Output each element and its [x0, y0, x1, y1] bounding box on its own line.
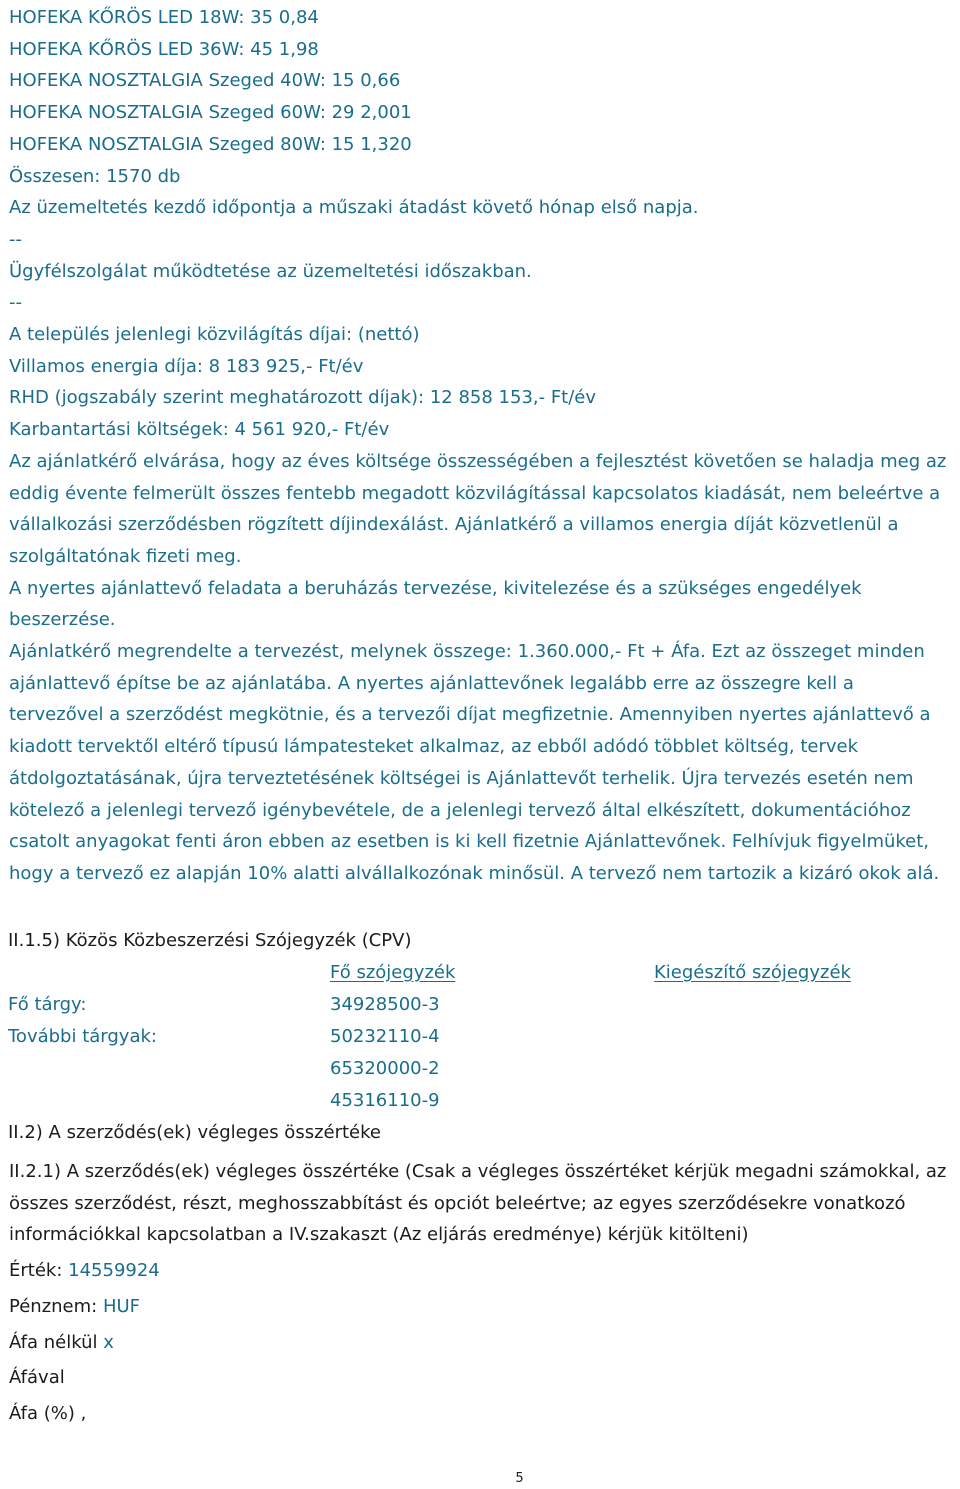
intro-line: HOFEKA NOSZTALGIA Szeged 80W: 15 1,320: [9, 133, 412, 155]
value-amount: 14559924: [68, 1260, 160, 1282]
with-vat-label: Áfával: [9, 1367, 65, 1389]
energy-fee: Villamos energia díja: 8 183 925,- Ft/év: [9, 355, 364, 377]
intro-line: HOFEKA KŐRÖS LED 18W: 35 0,84: [9, 7, 319, 28]
description-block: [9, 2, 954, 890]
other-subjects-label: További tárgyak:: [8, 1026, 157, 1047]
separator: --: [9, 228, 22, 250]
section-heading: II.2) A szerződés(ek) végleges összértéke: [8, 1122, 381, 1143]
main-subject-label: Fő tárgy:: [8, 994, 87, 1015]
customer-service: Ügyfélszolgálat működtetése az üzemeltetési időszakban.: [9, 260, 532, 282]
task-paragraph: A nyertes ajánlattevő feladata a beruházás tervezése, kivitelezése és a szükséges engedélyek beszerzése.: [9, 577, 862, 631]
cpv-section: [9, 925, 954, 1149]
no-vat-mark: x: [103, 1331, 114, 1353]
no-vat-label: Áfa nélkül: [9, 1331, 98, 1353]
contract-value-section: [9, 1156, 954, 1430]
currency-value: HUF: [102, 1295, 141, 1317]
cpv-heading: II.1.5) Közös Közbeszerzési Szójegyzék (CPV): [8, 930, 412, 951]
currency-row: [9, 1291, 954, 1323]
other-subject-code: 65320000-2: [330, 1058, 440, 1079]
rhd-fee: RHD (jogszabály szerint meghatározott díjak): 12 858 153,- Ft/év: [9, 387, 597, 409]
vat-percent-label: Áfa (%) ,: [9, 1402, 87, 1424]
main-subject-code: 34928500-3: [330, 994, 440, 1015]
other-subject-code: 45316110-9: [330, 1090, 440, 1111]
main-vocabulary-header: Fő szójegyzék: [330, 962, 456, 983]
fees-heading: A település jelenlegi közvilágítás díjai: (nettó): [9, 324, 420, 346]
operation-start: Az üzemeltetés kezdő időpontja a műszaki átadást követő hónap első napja.: [9, 197, 699, 219]
value-row: [9, 1255, 954, 1287]
separator: --: [9, 292, 22, 314]
other-subject-code: 50232110-4: [330, 1026, 440, 1047]
intro-line: HOFEKA NOSZTALGIA Szeged 40W: 15 0,66: [9, 70, 401, 92]
intro-line: HOFEKA NOSZTALGIA Szeged 60W: 29 2,001: [9, 102, 412, 124]
total-count: Összesen: 1570 db: [9, 165, 181, 187]
design-paragraph: Ajánlatkérő megrendelte a tervezést, melynek összege: 1.360.000,- Ft + Áfa. Ezt az összeget minden ajánlattevő építse be az ajánlatába. A nyertes ajánlattevőnek legalább erre az összegre kell a tervezővel a szerződést megkötnie, és a tervezői díjat megfizetnie. Amennyiben nyertes ajánlattevő a kiadott tervektől eltérő típusú lámpatesteket alkalmaz, az ebből adódó többlet költség, tervek átdolgoztatásának, újra terveztetésének költségei is Ajánlattevőt terhelik. Újra tervezés esetén nem kötelező a jelenlegi tervező igénybevétele, de a jelenlegi tervező által elkészített, dokumentációhoz csatolt anyagokat fenti áron ebben az esetben is ki kell fizetnie Ajánlattevőnek. Felhívjuk figyelmüket, hogy a tervező ez alapján 10% alatti alvállalkozónak minősül. A tervező nem tartozik a kizáró okok alá.: [9, 641, 940, 884]
intro-line: HOFEKA KŐRÖS LED 36W: 45 1,98: [9, 38, 319, 60]
no-vat-row: [9, 1327, 954, 1359]
currency-label: Pénznem:: [9, 1295, 98, 1317]
supplementary-vocabulary-header: Kiegészítő szójegyzék: [654, 962, 851, 983]
value-label: Érték:: [9, 1260, 63, 1282]
page-number: 5: [515, 1471, 524, 1486]
expectation-paragraph: Az ajánlatkérő elvárása, hogy az éves költsége összességében a fejlesztést követően se haladja meg az eddig évente felmerült összes fentebb megadott közvilágítással kapcsolatos kiadását, nem beleértve a vállalkozási szerződésben rögzített díjindexálást. Ajánlatkérő a villamos energia díját közvetlenül a szolgáltatónak fizeti meg.: [9, 450, 947, 567]
sub-heading: II.2.1) A szerződés(ek) végleges összértéke (Csak a végleges összértéket kérjük megadni számokkal, az összes szerződést, részt, meghosszabbítást és opciót beleértve; az egyes szerződésekre vonatkozó információkkal kapcsolatban a IV.szakaszt (Az eljárás eredménye) kérjük kitölteni): [9, 1161, 947, 1246]
maintenance-fee: Karbantartási költségek: 4 561 920,- Ft/év: [9, 419, 390, 441]
